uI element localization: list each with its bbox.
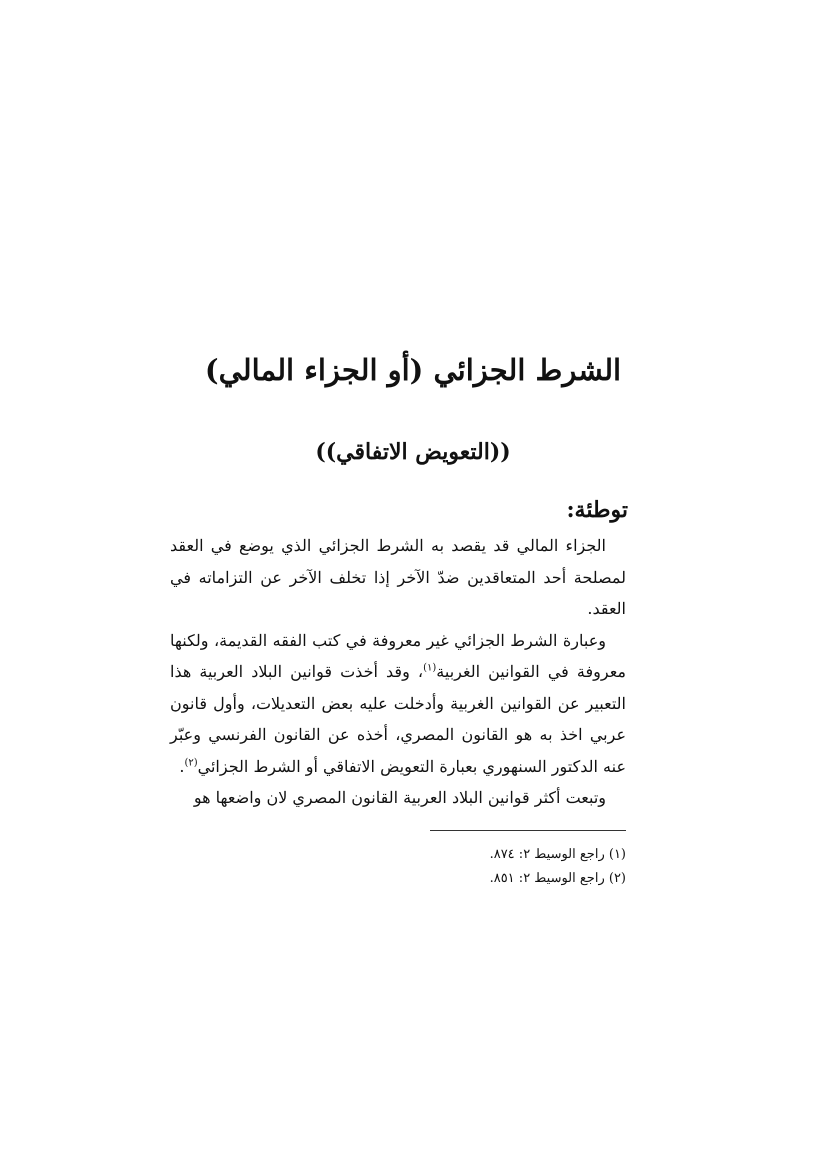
page-subtitle: ((التعويض الاتفاقي))	[315, 439, 511, 465]
footnote-2: (٢) راجع الوسيط ٢: ٨٥١.	[489, 871, 626, 886]
footnote-1: (١) راجع الوسيط ٢: ٨٧٤.	[489, 847, 626, 862]
footnote-ref-1: (١)	[423, 662, 437, 674]
page-title: الشرط الجزائي (أو الجزاء المالي)	[204, 353, 622, 387]
paragraph-3: وتبعت أكثر قوانين البلاد العربية القانون المصري لان واضعها هو	[193, 788, 606, 807]
paragraph-2-text-a: وعبارة الشرط الجزائي غير معروفة في كتب الفقه القديمة، ولكنها معروفة في القوانين الغربية	[170, 630, 626, 681]
body-text	[170, 530, 626, 814]
section-heading: توطئة:	[566, 497, 628, 523]
paragraph-2-text-b: ، وقد أخذت قوانين البلاد العربية هذا التعبير عن القوانين الغربية وأدخلت عليه بعض التعديلات، وأول قانون عربي اخذ به هو القانون المصري، أخذه عن القانون الفرنسي وعبّر عنه الدكتور السنهوري بعبارة التعويض الاتفاقي أو الشرط الجزائي	[170, 662, 626, 776]
paragraph-2	[170, 625, 626, 783]
paragraph-2-text-c: .	[179, 756, 185, 776]
footnote-ref-2: (٢)	[184, 757, 198, 769]
paragraph-1: الجزاء المالي قد يقصد به الشرط الجزائي الذي يوضع في العقد لمصلحة أحد المتعاقدين ضدّ الآخر إذا تخلف الآخر عن التزاماته في العقد.	[170, 536, 626, 618]
footnote-divider	[430, 830, 626, 831]
footnotes	[170, 843, 626, 891]
